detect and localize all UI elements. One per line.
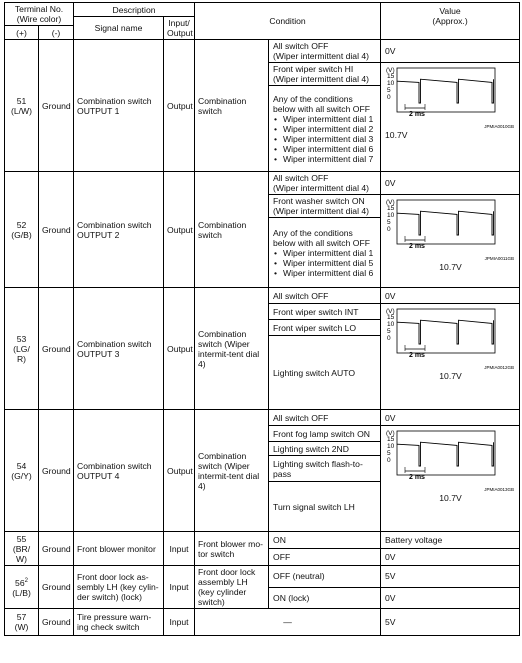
figure-id: JPMIA0013GB — [484, 487, 515, 492]
value-51-a: 0V — [381, 40, 520, 63]
cond-main-52: Combination switch — [195, 172, 269, 288]
cond-main-57: — — [195, 609, 381, 636]
waveform-tick-label: 5 — [387, 328, 391, 335]
value-56-a: 5V — [381, 566, 520, 588]
signal-52: Combination switch OUTPUT 2 — [74, 172, 164, 288]
cond-51-c: Any of the conditions below with all switch OFF • Wiper intermittent dial 1 • Wiper intermittent dial 2 • Wiper intermittent dial 3 • Wiper intermittent dial 6 • Wiper intermittent dial 7 — [269, 86, 381, 172]
value-57: 5V — [381, 609, 520, 636]
value-header: Value (Approx.) — [381, 3, 520, 40]
cond-54-c: Lighting switch 2ND — [269, 442, 381, 456]
terminal-55: 55 (BR/ W) — [5, 532, 39, 566]
cond-52-b: Front washer switch ON (Wiper intermittent dial 4) — [269, 195, 381, 218]
time-scale-label: 2 ms — [409, 352, 425, 359]
terminal-header: Terminal No. (Wire color) — [5, 3, 74, 26]
waveform-tick-label: 10 — [387, 443, 395, 450]
io-51: Output — [164, 40, 195, 172]
cond-54-a: All switch OFF — [269, 410, 381, 426]
io-54: Output — [164, 410, 195, 532]
signal-name-header: Signal name — [74, 17, 164, 40]
waveform-ylabel: (V) — [386, 430, 395, 437]
cond-54-d: Lighting switch flash-to-pass — [269, 456, 381, 482]
value-55-b: 0V — [381, 549, 520, 566]
figure-id: JPMIA0010GB — [484, 124, 515, 129]
signal-54: Combination switch OUTPUT 4 — [74, 410, 164, 532]
waveform-frame — [397, 309, 495, 353]
terminal-53: 53 (LG/ R) — [5, 288, 39, 410]
waveform-ylabel: (V) — [386, 308, 395, 315]
ground-55: Ground — [39, 532, 74, 566]
time-scale-label: 2 ms — [409, 474, 425, 481]
waveform-ylabel: (V) — [386, 67, 395, 74]
waveform-tick-label: 15 — [387, 205, 395, 212]
ground-51: Ground — [39, 40, 74, 172]
figure-id: JPMIA0011GB — [484, 256, 515, 261]
signal-51: Combination switch OUTPUT 1 — [74, 40, 164, 172]
value-54-waveform: (V) 15 10 5 0 2 ms JPMIA0013GB 10.7V — [381, 426, 520, 532]
cond-56-b: ON (lock) — [269, 587, 381, 609]
signal-53: Combination switch OUTPUT 3 — [74, 288, 164, 410]
signal-55: Front blower monitor — [74, 532, 164, 566]
io-header: Input/ Output — [164, 17, 195, 40]
waveform-series — [397, 442, 494, 466]
waveform-tick-label: 15 — [387, 73, 395, 80]
value-54-a: 0V — [381, 410, 520, 426]
terminal-57: 57 (W) — [5, 609, 39, 636]
io-56: Input — [164, 566, 195, 609]
description-header: Description — [74, 3, 195, 17]
terminal-56: $56^2$ (L/B) — [5, 566, 39, 609]
waveform-tick-label: 5 — [387, 219, 391, 226]
cond-53-a: All switch OFF — [269, 288, 381, 304]
cond-56-a: OFF (neutral) — [269, 566, 381, 588]
ground-53: Ground — [39, 288, 74, 410]
cond-52-a: All switch OFF (Wiper intermittent dial 4) — [269, 172, 381, 195]
io-52: Output — [164, 172, 195, 288]
waveform-tick-label: 0 — [387, 94, 391, 101]
cond-51-list: • Wiper intermittent dial 1 • Wiper intermittent dial 2 • Wiper intermittent dial 3 • Wiper intermittent dial 6 • Wiper intermittent dial 7 — [273, 114, 377, 164]
waveform-series — [397, 79, 494, 103]
waveform-tick-label: 10 — [387, 321, 395, 328]
terminal-54: 54 (G/Y) — [5, 410, 39, 532]
io-57: Input — [164, 609, 195, 636]
value-56-b: 0V — [381, 587, 520, 609]
waveform-tick-label: 0 — [387, 335, 391, 342]
terminal-table — [4, 2, 520, 636]
waveform-chart — [385, 427, 515, 493]
signal-56: Front door lock as-sembly LH (key cylin-der switch) (lock) — [74, 566, 164, 609]
figure-id: JPMIA0012GB — [484, 365, 515, 370]
cond-55-a: ON — [269, 532, 381, 549]
time-scale-label: 2 ms — [409, 243, 425, 250]
waveform-tick-label: 5 — [387, 450, 391, 457]
waveform-series — [397, 320, 494, 344]
waveform-frame — [397, 68, 495, 112]
cond-52-c: Any of the conditions below with all switch OFF • Wiper intermittent dial 1 • Wiper intermittent dial 5 • Wiper intermittent dial 6 — [269, 218, 381, 288]
waveform-ylabel: (V) — [386, 199, 395, 206]
value-55-a: Battery voltage — [381, 532, 520, 549]
ground-52: Ground — [39, 172, 74, 288]
waveform-series — [397, 211, 494, 235]
ground-54: Ground — [39, 410, 74, 532]
cond-55-b: OFF — [269, 549, 381, 566]
waveform-chart — [385, 196, 515, 262]
cond-main-51: Combination switch — [195, 40, 269, 172]
ground-57: Ground — [39, 609, 74, 636]
cond-main-54: Combination switch (Wiper intermit-tent dial 4) — [195, 410, 269, 532]
value-52-waveform: (V) 15 10 5 0 2 ms JPMIA0011GB 10.7V — [381, 195, 520, 288]
waveform-chart — [385, 305, 515, 371]
waveform-chart — [385, 64, 515, 130]
time-scale-label: 2 ms — [409, 111, 425, 118]
value-51-waveform: (V) 15 10 5 0 2 ms JPMIA0010GB 10.7V — [381, 63, 520, 172]
cond-53-b: Front wiper switch INT — [269, 304, 381, 320]
waveform-frame — [397, 431, 495, 475]
terminal-51: 51 (L/W) — [5, 40, 39, 172]
plus-header: (+) — [5, 26, 39, 40]
waveform-tick-label: 10 — [387, 212, 395, 219]
ground-56: Ground — [39, 566, 74, 609]
waveform-tick-label: 15 — [387, 436, 395, 443]
value-53-waveform: (V) 15 10 5 0 2 ms JPMIA0012GB 10.7V — [381, 304, 520, 410]
cond-54-b: Front fog lamp switch ON — [269, 426, 381, 442]
cond-main-53: Combination switch (Wiper intermit-tent dial 4) — [195, 288, 269, 410]
cond-54-e: Turn signal switch LH — [269, 482, 381, 532]
cond-52-list: • Wiper intermittent dial 1 • Wiper intermittent dial 5 • Wiper intermittent dial 6 — [273, 248, 377, 278]
cond-53-c: Front wiper switch LO — [269, 320, 381, 336]
waveform-tick-label: 5 — [387, 87, 391, 94]
waveform-frame — [397, 200, 495, 244]
value-52-a: 0V — [381, 172, 520, 195]
terminal-52: 52 (G/B) — [5, 172, 39, 288]
waveform-tick-label: 10 — [387, 80, 395, 87]
minus-header: (-) — [39, 26, 74, 40]
waveform-tick-label: 0 — [387, 457, 391, 464]
cond-53-d: Lighting switch AUTO — [269, 336, 381, 410]
io-53: Output — [164, 288, 195, 410]
waveform-tick-label: 0 — [387, 226, 391, 233]
cond-main-56: Front door lock assembly LH (key cylinder switch) — [195, 566, 269, 609]
cond-51-b: Front wiper switch HI (Wiper intermittent dial 4) — [269, 63, 381, 86]
io-55: Input — [164, 532, 195, 566]
value-53-a: 0V — [381, 288, 520, 304]
cond-main-55: Front blower mo-tor switch — [195, 532, 269, 566]
condition-header: Condition — [195, 3, 381, 40]
waveform-tick-label: 15 — [387, 314, 395, 321]
signal-57: Tire pressure warn-ing check switch — [74, 609, 164, 636]
cond-51-a: All switch OFF (Wiper intermittent dial 4) — [269, 40, 381, 63]
